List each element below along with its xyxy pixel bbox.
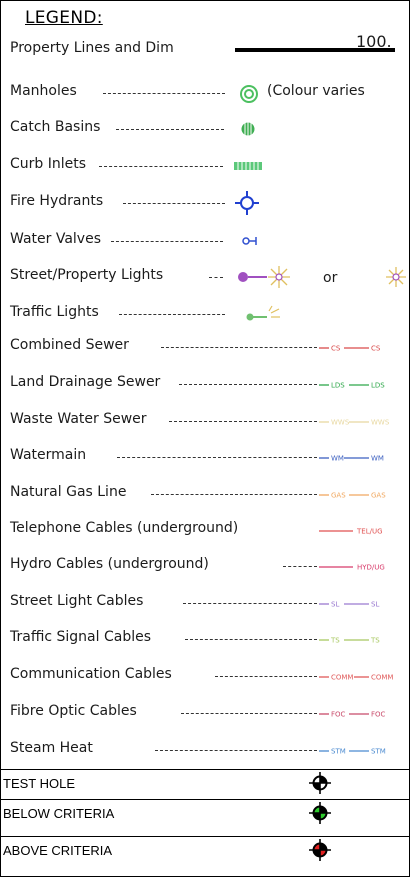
manhole-icon [239,84,259,104]
leader-dash [119,314,225,315]
legend-row-water-valves [1,226,409,256]
legend-label: Catch Basins [10,119,101,135]
utility-line-symbol [319,741,409,761]
legend-row-telephone-cables-underground [1,515,409,545]
legend-label: Watermain [10,447,87,463]
water-valve-icon [241,234,257,248]
legend-label: Land Drainage Sewer [10,374,161,390]
legend-row-street-lights [1,262,409,292]
leader-dash [103,93,225,94]
leader-dash [155,750,317,751]
utility-line-code: CS [331,344,341,353]
leader-dash [111,241,223,242]
utility-line-code: STM [371,747,386,756]
legend-label: Telephone Cables (underground) [10,520,239,536]
fire-hydrant-icon [234,190,260,216]
legend-row-above-criteria [1,836,409,864]
leader-dash [183,603,317,604]
legend-row-steam-heat [1,735,409,765]
legend-label: TEST HOLE [3,776,76,791]
legend-row-waste-water-sewer [1,406,409,436]
legend-row-hydro-cables-underground [1,551,409,581]
lights-or-label: or [323,270,338,286]
leader-dash [117,457,317,458]
leader-dash [169,421,317,422]
legend-row-fibre-optic-cables [1,698,409,728]
legend-row-traffic-signal-cables [1,624,409,654]
test-hole-icon [309,802,331,824]
legend-label: Traffic Signal Cables [10,629,152,645]
legend-row-below-criteria [1,799,409,827]
legend-row-manholes [1,78,409,108]
utility-line-symbol [319,557,409,577]
utility-line-code: FOC [331,710,346,719]
utility-line-code: TS [331,636,340,645]
utility-line-code: WWS [371,418,390,427]
utility-line-code: WM [331,454,344,463]
legend-label: Street Light Cables [10,593,144,609]
traffic-light-icon [245,305,281,323]
leader-dash [179,384,317,385]
utility-line-code: GAS [331,491,346,500]
legend-row-test-hole [1,769,409,797]
leader-dash [215,676,317,677]
legend-label: Fire Hydrants [10,193,104,209]
leader-dash [151,494,317,495]
leader-dash [161,347,317,348]
legend-row-watermain [1,442,409,472]
utility-line-symbol [319,667,409,687]
street-light-icon [237,264,297,290]
leader-dash [283,566,317,567]
utility-line-code: GAS [371,491,386,500]
legend-label: ABOVE CRITERIA [3,843,113,858]
test-hole-icon [309,772,331,794]
legend-label: Combined Sewer [10,337,129,353]
legend-label: BELOW CRITERIA [3,806,115,821]
utility-line-code: TEL/UG [357,527,383,536]
legend-row-land-drainage-sewer [1,369,409,399]
legend-row-curb-inlets [1,151,409,181]
leader-dash [99,166,223,167]
legend-row-catch-basins [1,114,409,144]
utility-line-code: COMM [331,673,354,682]
utility-line-code: HYD/UG [357,563,385,572]
utility-line-code: LDS [371,381,385,390]
legend-row-combined-sewer [1,332,409,362]
utility-line-symbol [319,704,409,724]
legend-label: Curb Inlets [10,156,87,172]
legend-row-fire-hydrants [1,188,409,218]
legend-label: Property Lines and Dim [10,40,174,56]
legend-label: Traffic Lights [10,304,99,320]
utility-line-code: CS [371,344,381,353]
utility-line-code: FOC [371,710,386,719]
utility-line-code: COMM [371,673,394,682]
legend-title: LEGEND: [25,8,103,28]
legend-label: Street/Property Lights [10,267,164,283]
utility-line-symbol [319,375,409,395]
utility-line-code: STM [331,747,346,756]
property-dim-value: 100. [356,32,392,51]
utility-line-code: WWS [331,418,350,427]
utility-line-code: SL [371,600,380,609]
utility-line-symbol [319,630,409,650]
legend-label: Manholes [10,83,77,99]
legend-row-street-light-cables [1,588,409,618]
manholes-note: (Colour varies [267,83,365,99]
legend-label: Natural Gas Line [10,484,127,500]
legend-label: Steam Heat [10,740,93,756]
utility-line-code: SL [331,600,340,609]
utility-line-code: LDS [331,381,345,390]
leader-dash [209,277,223,278]
utility-line-symbol [319,448,409,468]
legend-row-property-lines [1,32,409,65]
leader-dash [185,639,317,640]
utility-line-symbol [319,521,409,541]
legend-label: Communication Cables [10,666,172,682]
legend-row-communication-cables [1,661,409,691]
property-light-icon [384,265,408,289]
legend-row-traffic-lights [1,299,409,329]
leader-dash [123,203,225,204]
curb-inlet-icon [233,160,263,172]
legend-label: Hydro Cables (underground) [10,556,209,572]
legend-row-natural-gas-line [1,479,409,509]
utility-line-symbol [319,338,409,358]
test-hole-icon [309,839,331,861]
legend-label: Waste Water Sewer [10,411,147,427]
leader-dash [181,713,317,714]
utility-line-code: TS [371,636,380,645]
legend-label: Water Valves [10,231,101,247]
catch-basin-icon [240,121,256,137]
legend-label: Fibre Optic Cables [10,703,137,719]
utility-line-symbol [319,485,409,505]
utility-line-symbol [319,594,409,614]
leader-dash [116,129,224,130]
utility-line-code: WM [371,454,384,463]
utility-line-symbol [319,412,409,432]
